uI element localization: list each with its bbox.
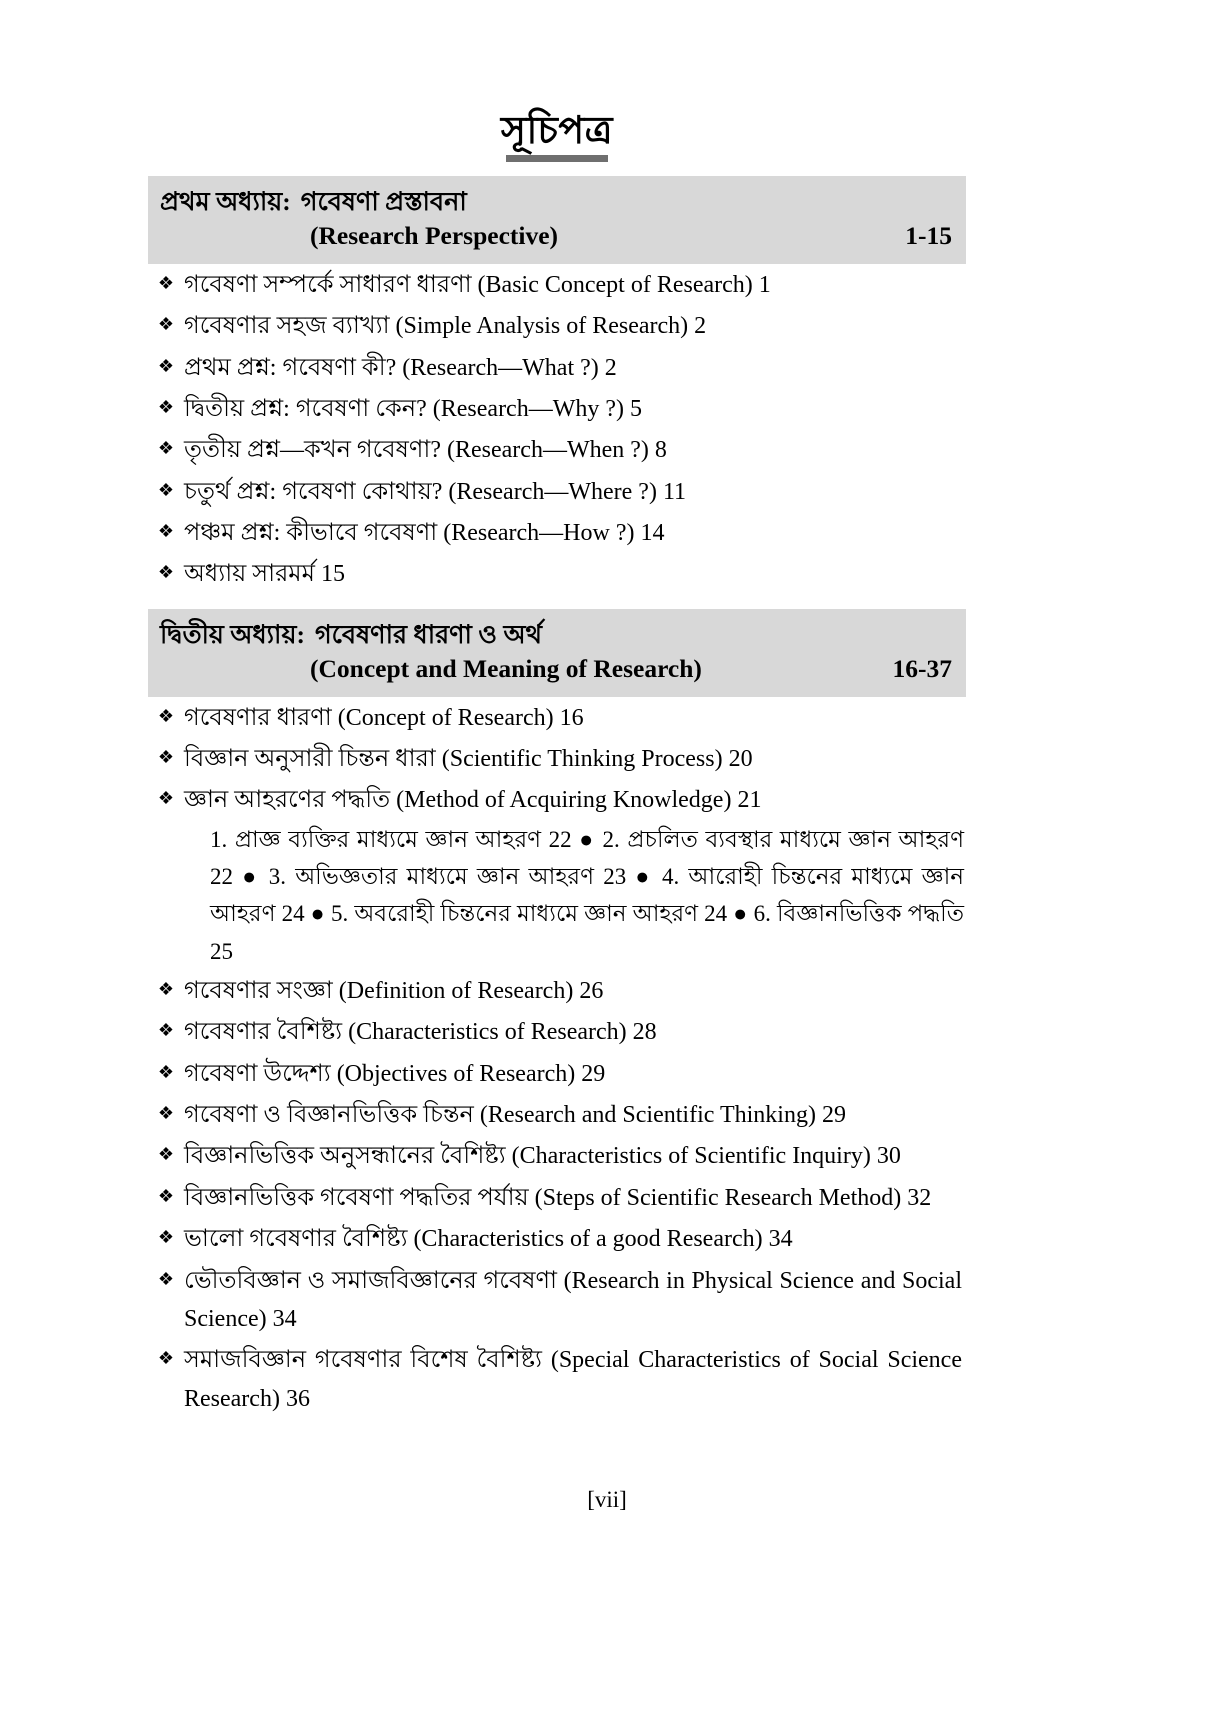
list-item[interactable] bbox=[148, 471, 966, 512]
entry-text: চতুর্থ প্রশ্ন: গবেষণা কোথায়? (Research—Where ?) 11 bbox=[184, 478, 687, 505]
page-footer bbox=[0, 1487, 1214, 1513]
list-item[interactable] bbox=[148, 429, 966, 470]
list-item[interactable] bbox=[148, 305, 966, 346]
list-item[interactable] bbox=[148, 553, 966, 594]
entry-text: ভালো গবেষণার বৈশিষ্ট্য (Characteristics of a good Research) 34 bbox=[184, 1226, 793, 1253]
chapter-1-label: প্রথম অধ্যায়: bbox=[160, 186, 291, 216]
list-item[interactable] bbox=[148, 697, 966, 738]
chapter-1-title-line bbox=[160, 185, 952, 219]
chapter-2-title-line bbox=[160, 618, 952, 652]
list-item[interactable] bbox=[148, 1135, 966, 1176]
list-item[interactable] bbox=[148, 1053, 966, 1094]
list-item[interactable] bbox=[148, 1094, 966, 1135]
chapter-1-page-range: 1-15 bbox=[905, 221, 952, 251]
list-item[interactable] bbox=[148, 1011, 966, 1052]
list-item[interactable] bbox=[148, 1260, 966, 1340]
entry-text: ভৌতবিজ্ঞান ও সমাজবিজ্ঞানের গবেষণা (Research in Physical Science and Social Science) 34 bbox=[184, 1267, 962, 1332]
list-item[interactable] bbox=[148, 1339, 966, 1419]
diamond-bullet-icon: ❖ bbox=[157, 1020, 175, 1041]
diamond-bullet-icon: ❖ bbox=[157, 1268, 175, 1289]
entry-text: প্রথম প্রশ্ন: গবেষণা কী? (Research—What ?) 2 bbox=[184, 354, 617, 381]
sub-method-text: 1. প্রাজ্ঞ ব্যক্তির মাধ্যমে জ্ঞান আহরণ 22 ● 2. প্রচলিত ব্যবস্থার মাধ্যমে জ্ঞান আহরণ 22 ● 3. অভিজ্ঞতার মাধ্যমে জ্ঞান আহরণ 23 ● 4. আরোহী চিন্তনের মাধ্যমে জ্ঞান আহরণ 24 ● 5. অবরোহী চিন্তনের মাধ্যমে জ্ঞান আহরণ 24 ● 6. বিজ্ঞানভিত্তিক পদ্ধতি 25 bbox=[210, 826, 964, 964]
entry-text: পঞ্চম প্রশ্ন: কীভাবে গবেষণা (Research—How ?) 14 bbox=[184, 520, 665, 547]
list-item[interactable] bbox=[148, 779, 966, 820]
entry-text: গবেষণার সংজ্ঞা (Definition of Research) 26 bbox=[184, 977, 604, 1004]
page-content bbox=[148, 0, 966, 1419]
chapter-1-subtitle-line bbox=[160, 219, 952, 253]
diamond-bullet-icon: ❖ bbox=[157, 1348, 175, 1369]
sub-method-list bbox=[148, 821, 966, 970]
title-block bbox=[148, 0, 966, 162]
entry-text: গবেষণা সম্পর্কে সাধারণ ধারণা (Basic Concept of Research) 1 bbox=[184, 271, 771, 298]
diamond-bullet-icon: ❖ bbox=[157, 1227, 175, 1248]
list-item[interactable] bbox=[148, 388, 966, 429]
title-underline-rule bbox=[506, 155, 608, 162]
list-item[interactable] bbox=[148, 738, 966, 779]
diamond-bullet-icon: ❖ bbox=[157, 438, 175, 459]
chapter-2-page-range: 16-37 bbox=[892, 654, 952, 684]
entry-text: বিজ্ঞানভিত্তিক অনুসন্ধানের বৈশিষ্ট্য (Characteristics of Scientific Inquiry) 30 bbox=[184, 1143, 901, 1170]
diamond-bullet-icon: ❖ bbox=[157, 479, 175, 500]
chapter-1-header-band bbox=[148, 176, 966, 264]
entry-text: গবেষণার ধারণা (Concept of Research) 16 bbox=[184, 704, 584, 731]
diamond-bullet-icon: ❖ bbox=[157, 747, 175, 768]
entry-text: গবেষণার সহজ ব্যাখ্যা (Simple Analysis of Research) 2 bbox=[184, 313, 707, 340]
entry-text: বিজ্ঞান অনুসারী চিন্তন ধারা (Scientific Thinking Process) 20 bbox=[184, 746, 753, 773]
chapter-1-title-en: (Research Perspective) bbox=[310, 221, 559, 251]
chapter-2-entry-list bbox=[148, 697, 966, 1419]
page-number: [vii] bbox=[587, 1487, 627, 1512]
entry-text: বিজ্ঞানভিত্তিক গবেষণা পদ্ধতির পর্যায় (Steps of Scientific Research Method) 32 bbox=[184, 1184, 932, 1211]
entry-text: দ্বিতীয় প্রশ্ন: গবেষণা কেন? (Research—Why ?) 5 bbox=[184, 395, 643, 422]
entry-text: গবেষণা উদ্দেশ্য (Objectives of Research) 29 bbox=[184, 1060, 606, 1087]
list-item[interactable] bbox=[148, 970, 966, 1011]
diamond-bullet-icon: ❖ bbox=[157, 521, 175, 542]
page-title: সূচিপত্র bbox=[500, 110, 614, 152]
diamond-bullet-icon: ❖ bbox=[157, 1061, 175, 1082]
list-item[interactable] bbox=[148, 1177, 966, 1218]
entry-text: তৃতীয় প্রশ্ন—কখন গবেষণা? (Research—When ?) 8 bbox=[184, 437, 667, 464]
list-item[interactable] bbox=[148, 512, 966, 553]
entry-text: সমাজবিজ্ঞান গবেষণার বিশেষ বৈশিষ্ট্য (Special Characteristics of Social Science Research) 36 bbox=[184, 1347, 962, 1412]
diamond-bullet-icon: ❖ bbox=[157, 1144, 175, 1165]
diamond-bullet-icon: ❖ bbox=[157, 314, 175, 335]
diamond-bullet-icon: ❖ bbox=[157, 978, 175, 999]
list-item[interactable] bbox=[148, 347, 966, 388]
chapter-2-subtitle-line bbox=[160, 652, 952, 686]
diamond-bullet-icon: ❖ bbox=[157, 705, 175, 726]
list-item[interactable] bbox=[148, 1218, 966, 1259]
diamond-bullet-icon: ❖ bbox=[157, 355, 175, 376]
chapter-2-title-en: (Concept and Meaning of Research) bbox=[310, 654, 702, 684]
diamond-bullet-icon: ❖ bbox=[157, 396, 175, 417]
spacer-before-chapter-1 bbox=[148, 162, 966, 176]
chapter-1-title-bn: গবেষণা প্রস্তাবনা bbox=[300, 186, 467, 216]
diamond-bullet-icon: ❖ bbox=[157, 272, 175, 293]
diamond-bullet-icon: ❖ bbox=[157, 788, 175, 809]
diamond-bullet-icon: ❖ bbox=[157, 1103, 175, 1124]
diamond-bullet-icon: ❖ bbox=[157, 1185, 175, 1206]
list-item[interactable] bbox=[148, 264, 966, 305]
entry-text: অধ্যায় সারমর্ম 15 bbox=[184, 561, 345, 588]
chapter-2-header-band bbox=[148, 609, 966, 697]
diamond-bullet-icon: ❖ bbox=[157, 562, 175, 583]
entry-text: গবেষণা ও বিজ্ঞানভিত্তিক চিন্তন (Research and Scientific Thinking) 29 bbox=[184, 1102, 846, 1129]
chapter-2-title-bn: গবেষণার ধারণা ও অর্থ bbox=[314, 619, 543, 649]
chapter-1-entry-list bbox=[148, 264, 966, 595]
chapter-2-label: দ্বিতীয় অধ্যায়: bbox=[160, 619, 305, 649]
sub-indent-spacer bbox=[148, 821, 210, 970]
entry-text: গবেষণার বৈশিষ্ট্য (Characteristics of Research) 28 bbox=[184, 1019, 657, 1046]
spacer-before-chapter-2 bbox=[148, 595, 966, 609]
entry-text: জ্ঞান আহরণের পদ্ধতি (Method of Acquiring Knowledge) 21 bbox=[184, 787, 762, 814]
